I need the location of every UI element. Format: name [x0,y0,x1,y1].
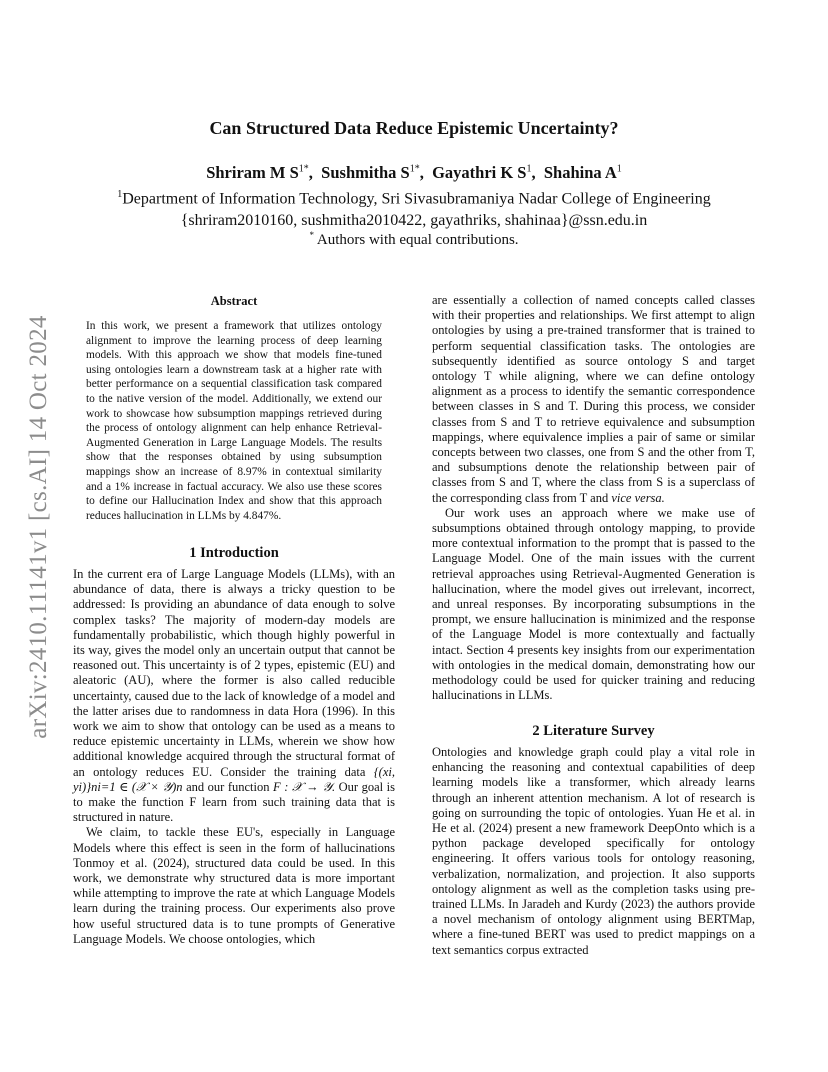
introduction-right-column [432,293,755,703]
equal-contribution-text: Authors with equal contributions. [316,232,519,248]
intro-paragraph-1-mid: and our function [186,779,270,794]
arxiv-identifier [14,294,64,760]
author-name: Sushmitha S [321,163,410,182]
intro-paragraph-2: We claim, to tackle these EU's, especially in Language Models where this effect is seen in the form of hallucinations Tonmoy et al. (2024), structured data could be used. In this work, we demonstrate why structured data is more important while attempting to improve the rate at which Language Models learn during the training process. Our experiments also prove how useful structured data is to tune prompts of Generative Language Models. We choose ontologies, which [73,825,395,946]
intro-paragraph-1-end: Our goal is to make the function F learn from such training data that is structured in nature. [73,779,396,825]
affiliation-mark: 1 [117,189,123,200]
author-name: Shahina A [543,163,617,182]
intro-paragraph-4: Our work uses an approach where we make use of subsumptions obtained through ontology mapping, to provide more contextual information to the prompt that is passed to the Language Model. One of the main issues with the current retrieval approaches using Retrieval-Augmented Generation is hallucination, where the model gives out irrelevant, incorrect, and unreal responses. By incorporating subsumptions in the prompt, we ensure hallucination is minimized and the response of the Language Model is more contextually and factually intact. Section 4 presents key insights from our experimentation with ontologies in the medical domain, demonstrating how our methodology could be used for quicker training and reducing hallucinations in LLMs. [432,505,755,703]
author-mark: 1* [409,163,420,175]
equal-contribution-mark: * [309,230,314,240]
author-mark: 1 [526,163,532,175]
intro-paragraph-3-italic: vice versa. [611,490,665,505]
author-name: Shriram M S [206,163,299,182]
abstract-text: In this work, we present a framework that utilizes ontology alignment to improve the learning process of deep learning models. With this approach we show that models fine-tuned using ontologies learn a downstream task at a higher rate with better performance on a sequential classification task compared to the native version of the model. Additionally, we extend our work to showcase how subsumption mappings retrieved during the process of ontology alignment can help enhance Retrieval-Augmented Generation in Large Language Models. The results show that the responses obtained by using subsumption mappings show an increase of 8.97% in contextual similarity and a 1% increase in factual accuracy. We also use these scores to define our Hallucination Index and show that this approach reduces hallucination in LLMs by 4.847%. [86,320,382,522]
section-heading-literature-survey: 2 Literature Survey [532,723,655,739]
introduction-left-column [73,567,395,947]
author-name: Gayathri K S [432,163,527,182]
math-function: F : 𝒳 → 𝒴. [273,779,336,794]
intro-paragraph-3 [432,293,755,506]
intro-paragraph-1 [73,567,395,825]
intro-paragraph-1-text: In the current era of Large Language Models (LLMs), with an abundance of data, there is always a tricky question to be addressed: Is providing an abundance of data enough to solve complex tasks? The majority of modern-day models are fundamentally probabilistic, which though highly powerful in its way, gives the model only an uncertain output that cannot be reasoned out. This uncertainty is of 2 types, epistemic (EU) and aleatoric (AU), where the former is also called reducible uncertainty, caused due to the lack of knowledge of a model and the latter arises due to randomness in data Hora (1996). In this work we aim to show that ontology can be used as a means to reduce epistemic uncertainty in LLMs, wherein we show how additional knowledge acquired through the structural format of an ontology reduces EU. Consider the training data [73,567,395,779]
abstract-heading: Abstract [210,294,258,308]
equal-contribution-note [60,230,768,249]
arxiv-identifier-text: arXiv:2410.11141v1 [cs.AI] 14 Oct 2024 [25,315,52,739]
affiliation-text: Department of Information Technology, Sri Sivasubramaniya Nadar College of Engineering [122,190,711,208]
intro-paragraph-3-text: are essentially a collection of named concepts called classes with their properties and relationships. We first attempt to align ontologies by using a pre-trained transformer that is trained to perform sequential classification tasks. The ontologies are subsequently identified as source ontology S and target ontology T while aligning, where we can define ontology alignment as a process to identify the semantic correspondence between classes in S and T. During this process, we consider classes from S and T to retrieve equivalence and subsumption mappings, where equivalence implies a pair of same or similar concepts between two classes, one from S and the other from T, and subsumptions denote the relationship between pair of classes from S and T, where the class from S is a superclass of the corresponding class from T and [432,293,755,505]
literature-paragraph-1: Ontologies and knowledge graph could play a vital role in enhancing the reasoning and contextual capabilities of deep learning models like a transformer, which already learns through an inherent attention mechanism. A lot of research is going on surrounding the topic of ontologies. Yuan He et al. in He et al. (2024) present a new framework DeepOnto which is a python package developed specifically for ontology engineering. It offers various tools for ontology reasoning, verbalization, normalization, and projection. It also supports ontology alignment as well as the completion tasks using pre-trained LLMs. In Jaradeh and Kurdy (2023) the authors provide a novel mechanism of ontology alignment using BERTMap, where a fine-tuned BERT was used to predict mappings on a text semantics corpus extracted [432,745,755,957]
section-heading-introduction: 1 Introduction [189,545,279,561]
author-mark: 1 [616,163,622,175]
author-list: Shriram M $S^{1*}$, Sushmitha $S^{1*}$, Gayathri K $S^1$, Shahina $A^1$ [206,163,622,182]
math-training-data: {(xi, yi)}ni=1 ∈ (𝒳 × 𝒴)n [73,764,395,794]
author-affiliation [60,189,768,208]
literature-survey-text [432,745,755,958]
paper-title: Can Structured Data Reduce Epistemic Uncertainty? [209,118,619,138]
author-emails: {shriram2010160, sushmitha2010422, gayathriks, shahinaa}@ssn.edu.in [180,212,648,229]
author-mark: 1* [298,163,309,175]
